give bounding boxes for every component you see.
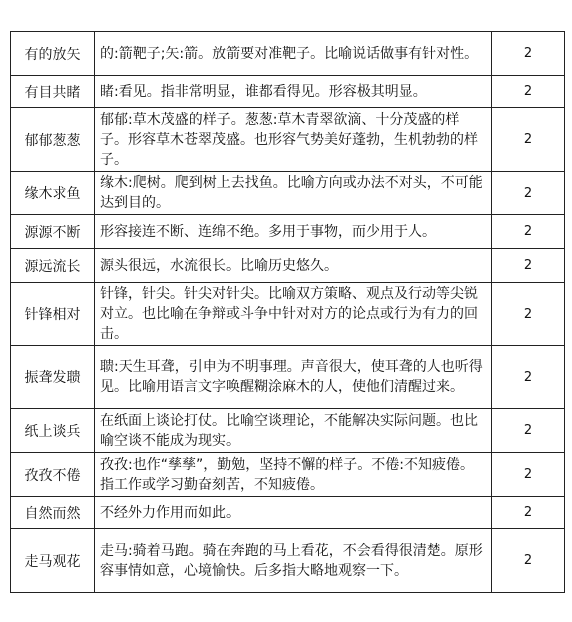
idiom-definition: 走马:骑着马跑。骑在奔跑的马上看花，不会看得很清楚。原形容事情如意，心境愉快。后多指大略地观察一下。 xyxy=(95,529,492,593)
idiom-table-container xyxy=(10,31,564,593)
idiom-term: 有的放矢 xyxy=(11,32,95,76)
idiom-definition: 睹:看见。指非常明显，谁都看得见。形容极其明显。 xyxy=(95,76,492,108)
table-row xyxy=(11,346,565,409)
table-row xyxy=(11,529,565,593)
table-row xyxy=(11,453,565,497)
idiom-count: 2 xyxy=(492,529,565,593)
idiom-count: 2 xyxy=(492,409,565,453)
idiom-term: 有目共睹 xyxy=(11,76,95,108)
idiom-term: 郁郁葱葱 xyxy=(11,108,95,172)
table-row xyxy=(11,172,565,215)
idiom-term: 纸上谈兵 xyxy=(11,409,95,453)
table-row xyxy=(11,497,565,529)
idiom-definition: 的:箭靶子;矢:箭。放箭要对准靶子。比喻说话做事有针对性。 xyxy=(95,32,492,76)
idiom-definition: 针锋，针尖。针尖对针尖。比喻双方策略、观点及行动等尖锐对立。也比喻在争辩或斗争中针对对方的论点或行为有力的回击。 xyxy=(95,283,492,346)
idiom-term: 缘木求鱼 xyxy=(11,172,95,215)
idiom-count: 2 xyxy=(492,249,565,283)
table-row xyxy=(11,108,565,172)
table-row xyxy=(11,409,565,453)
idiom-definition: 形容接连不断、连绵不绝。多用于事物，而少用于人。 xyxy=(95,215,492,249)
idiom-term: 针锋相对 xyxy=(11,283,95,346)
idiom-definition: 孜孜:也作“孳孳”，勤勉，坚持不懈的样子。不倦:不知疲倦。指工作或学习勤奋刻苦，不知疲倦。 xyxy=(95,453,492,497)
idiom-count: 2 xyxy=(492,283,565,346)
idiom-term: 孜孜不倦 xyxy=(11,453,95,497)
table-row xyxy=(11,283,565,346)
idiom-term: 走马观花 xyxy=(11,529,95,593)
idiom-term: 自然而然 xyxy=(11,497,95,529)
idiom-term: 源源不断 xyxy=(11,215,95,249)
idiom-count: 2 xyxy=(492,497,565,529)
table-row xyxy=(11,249,565,283)
idiom-definition: 不经外力作用而如此。 xyxy=(95,497,492,529)
idiom-table xyxy=(10,31,565,593)
idiom-term: 源远流长 xyxy=(11,249,95,283)
idiom-count: 2 xyxy=(492,32,565,76)
idiom-count: 2 xyxy=(492,453,565,497)
idiom-term: 振聋发聩 xyxy=(11,346,95,409)
idiom-definition: 缘木:爬树。爬到树上去找鱼。比喻方向或办法不对头，不可能达到目的。 xyxy=(95,172,492,215)
idiom-definition: 在纸面上谈论打仗。比喻空谈理论，不能解决实际问题。也比喻空谈不能成为现实。 xyxy=(95,409,492,453)
table-row xyxy=(11,215,565,249)
idiom-count: 2 xyxy=(492,108,565,172)
idiom-count: 2 xyxy=(492,76,565,108)
table-row xyxy=(11,32,565,76)
idiom-definition: 聩:天生耳聋，引申为不明事理。声音很大，使耳聋的人也听得见。比喻用语言文字唤醒糊涂麻木的人，使他们清醒过来。 xyxy=(95,346,492,409)
table-row xyxy=(11,76,565,108)
idiom-count: 2 xyxy=(492,346,565,409)
idiom-count: 2 xyxy=(492,172,565,215)
idiom-definition: 源头很远，水流很长。比喻历史悠久。 xyxy=(95,249,492,283)
idiom-count: 2 xyxy=(492,215,565,249)
idiom-definition: 郁郁:草木茂盛的样子。葱葱:草木青翠欲滴、十分茂盛的样子。形容草木苍翠茂盛。也形容气势美好蓬勃，生机勃勃的样子。 xyxy=(95,108,492,172)
